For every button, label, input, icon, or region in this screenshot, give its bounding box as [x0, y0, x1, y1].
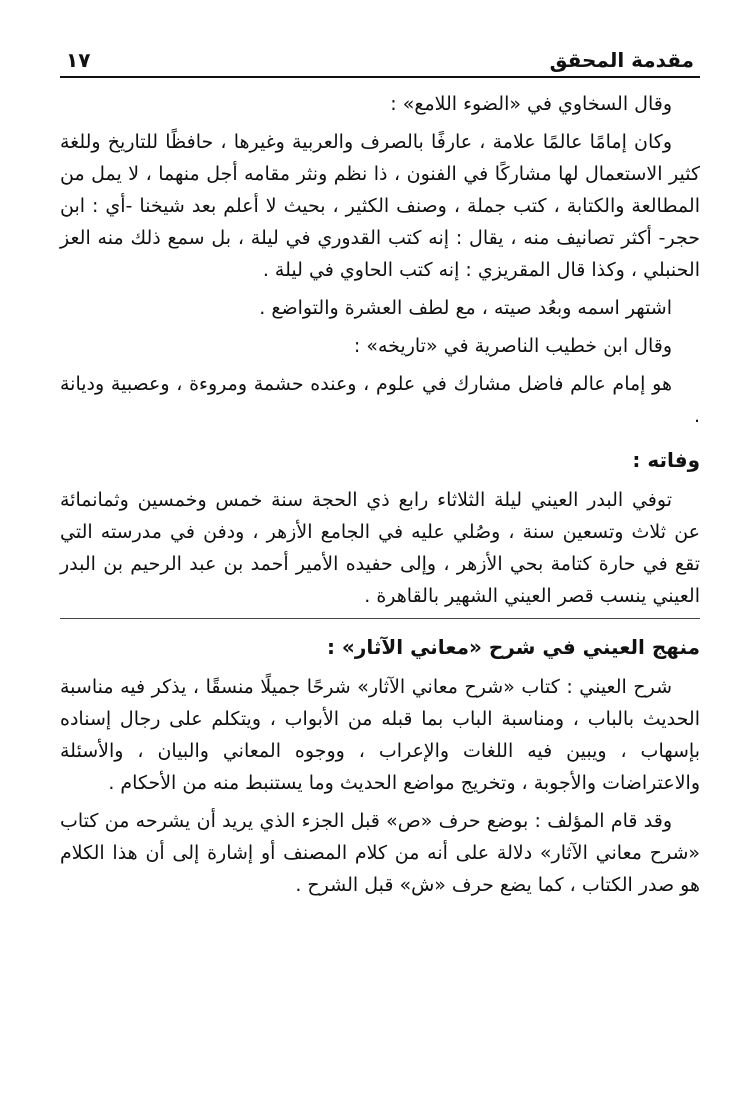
section-divider [60, 618, 700, 619]
running-header [60, 30, 700, 76]
paragraph-sakhawi: وكان إمامًا عالمًا علامة ، عارفًا بالصرف والعربية وغيرها ، حافظًا للتاريخ وللغة كثير الاستعمال لها مشاركًا في الفنون ، ذا نظم ونثر مقامه أجل منهما ، لا يمل من المطالعة والكتابة ، كتب جملة ، وصنف الكثير ، بحيث لا أعلم بعد شيخنا -أي : ابن حجر- أكثر تصانيف منه ، يقال : إنه كتب القدوري في ليلة ، بل سمع ذلك منه العز الحنبلي ، وكذا قال المقريزي : إنه كتب الحاوي في ليلة . [60, 131, 700, 281]
paragraph-fame: اشتهر اسمه وبعُد صيته ، مع لطف العشرة والتواضع . [259, 297, 672, 319]
page-number: ١٧ [66, 48, 91, 72]
paragraph-death: توفي البدر العيني ليلة الثلاثاء رابع ذي الحجة سنة خمس وخمسين وثمانمائة عن ثلاث وتسعين سنة ، وصُلي عليه في الجامع الأزهر ، ودفن في مدرسته التي تقع في حارة كتامة بحي الأزهر ، وإلى حفيده الأمير أحمد بن عبد الرحيم بن البدر العيني ينسب قصر العيني الشهير بالقاهرة . [60, 489, 700, 607]
paragraph-ibn-khatib-intro: وقال ابن خطيب الناصرية في «تاريخه» : [353, 335, 672, 357]
header-rule [60, 76, 700, 78]
section-heading-method: منهج العيني في شرح «معاني الآثار» : [326, 635, 700, 659]
header-title: مقدمة المحقق [549, 48, 694, 72]
section-heading-death: وفاته : [632, 448, 700, 472]
paragraph-method: شرح العيني : كتاب «شرح معاني الآثار» شرحًا جميلًا منسقًا ، يذكر فيه مناسبة الحديث بالباب ، ومناسبة الباب بما قبله من الأبواب ، ويتكلم على رجال إسناده بإسهاب ، ويبين فيه اللغات والإعراب ، ووجوه المعاني والبيان ، والأسئلة والاعتراضات والأجوبة ، وتخريج مواضع الحديث وما يستنبط منه من الأحكام . [60, 676, 700, 794]
intro-quote: وقال السخاوي في «الضوء اللامع» : [390, 93, 672, 115]
document-page [60, 30, 700, 1090]
paragraph-symbols: وقد قام المؤلف : بوضع حرف «ص» قبل الجزء الذي يريد أن يشرحه من كتاب «شرح معاني الآثار» دلالة على أنه من كلام المصنف أو إشارة إلى أن هذا الكلام هو صدر الكتاب ، كما يضع حرف «ش» قبل الشرح . [60, 810, 700, 896]
paragraph-ibn-khatib-quote: هو إمام عالم فاضل مشارك في علوم ، وعنده حشمة ومروءة ، وعصبية وديانة . [60, 373, 700, 427]
body-text [60, 88, 700, 901]
